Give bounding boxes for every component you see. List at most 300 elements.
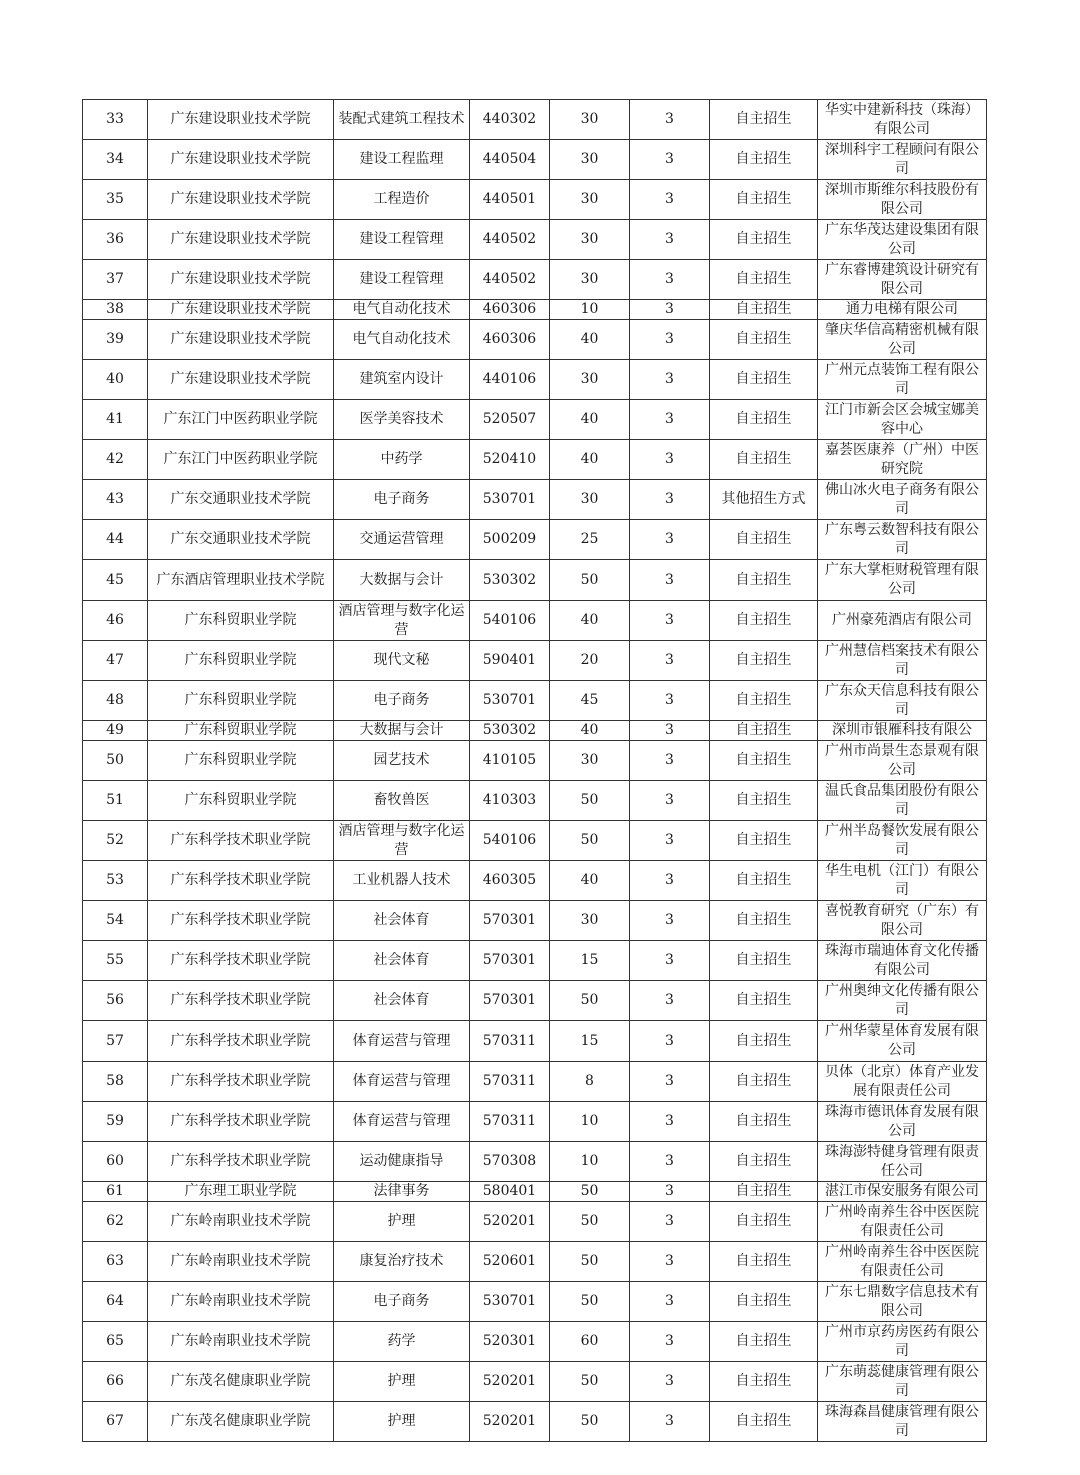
major-name-cell: 装配式建筑工程技术 xyxy=(334,100,470,140)
major-name-cell: 大数据与会计 xyxy=(334,721,470,741)
school-name-cell: 广东岭南职业技术学院 xyxy=(148,1322,334,1362)
enrollment-method-cell: 自主招生 xyxy=(710,941,818,981)
major-code-cell: 590401 xyxy=(470,641,550,681)
row-number-cell: 51 xyxy=(83,781,148,821)
table-row xyxy=(83,901,987,941)
duration-cell: 3 xyxy=(630,641,710,681)
school-name-cell: 广东交通职业技术学院 xyxy=(148,480,334,520)
duration-cell: 3 xyxy=(630,1102,710,1142)
major-code-cell: 520507 xyxy=(470,400,550,440)
enrollment-method-cell: 自主招生 xyxy=(710,741,818,781)
major-code-cell: 540106 xyxy=(470,601,550,641)
enrollment-method-cell: 自主招生 xyxy=(710,320,818,360)
duration-cell: 3 xyxy=(630,861,710,901)
major-name-cell: 现代文秘 xyxy=(334,641,470,681)
major-code-cell: 540106 xyxy=(470,821,550,861)
school-name-cell: 广东江门中医药职业学院 xyxy=(148,400,334,440)
major-name-cell: 畜牧兽医 xyxy=(334,781,470,821)
major-code-cell: 520201 xyxy=(470,1202,550,1242)
school-name-cell: 广东岭南职业技术学院 xyxy=(148,1242,334,1282)
partner-company-cell: 珠海市德讯体育发展有限公司 xyxy=(818,1102,987,1142)
enrollment-method-cell: 其他招生方式 xyxy=(710,480,818,520)
school-name-cell: 广东建设职业技术学院 xyxy=(148,300,334,320)
school-name-cell: 广东科学技术职业学院 xyxy=(148,901,334,941)
major-code-cell: 530302 xyxy=(470,721,550,741)
school-name-cell: 广东科贸职业学院 xyxy=(148,741,334,781)
enrollment-method-cell: 自主招生 xyxy=(710,180,818,220)
enrollment-table xyxy=(82,99,987,1442)
table-row xyxy=(83,741,987,781)
major-name-cell: 建设工程管理 xyxy=(334,260,470,300)
duration-cell: 3 xyxy=(630,1362,710,1402)
major-name-cell: 医学美容技术 xyxy=(334,400,470,440)
enrollment-method-cell: 自主招生 xyxy=(710,100,818,140)
enrollment-method-cell: 自主招生 xyxy=(710,440,818,480)
major-code-cell: 570311 xyxy=(470,1102,550,1142)
major-name-cell: 电子商务 xyxy=(334,681,470,721)
enrollment-count-cell: 40 xyxy=(550,400,630,440)
school-name-cell: 广东科贸职业学院 xyxy=(148,641,334,681)
table-row xyxy=(83,1202,987,1242)
row-number-cell: 49 xyxy=(83,721,148,741)
table-row xyxy=(83,560,987,601)
row-number-cell: 54 xyxy=(83,901,148,941)
duration-cell: 3 xyxy=(630,1142,710,1182)
duration-cell: 3 xyxy=(630,560,710,601)
table-row xyxy=(83,821,987,861)
enrollment-method-cell: 自主招生 xyxy=(710,1402,818,1442)
school-name-cell: 广东建设职业技术学院 xyxy=(148,100,334,140)
enrollment-count-cell: 40 xyxy=(550,440,630,480)
school-name-cell: 广东交通职业技术学院 xyxy=(148,520,334,560)
partner-company-cell: 广东粤云数智科技有限公司 xyxy=(818,520,987,560)
row-number-cell: 47 xyxy=(83,641,148,681)
partner-company-cell: 广州市京药房医药有限公司 xyxy=(818,1322,987,1362)
school-name-cell: 广东岭南职业技术学院 xyxy=(148,1282,334,1322)
school-name-cell: 广东茂名健康职业学院 xyxy=(148,1362,334,1402)
table-row xyxy=(83,400,987,440)
duration-cell: 3 xyxy=(630,360,710,400)
school-name-cell: 广东理工职业学院 xyxy=(148,1182,334,1202)
enrollment-method-cell: 自主招生 xyxy=(710,861,818,901)
enrollment-count-cell: 15 xyxy=(550,1021,630,1062)
enrollment-count-cell: 10 xyxy=(550,1142,630,1182)
table-row xyxy=(83,220,987,260)
table-row xyxy=(83,641,987,681)
enrollment-count-cell: 50 xyxy=(550,1402,630,1442)
duration-cell: 3 xyxy=(630,941,710,981)
enrollment-method-cell: 自主招生 xyxy=(710,821,818,861)
partner-company-cell: 嘉荟医康养（广州）中医研究院 xyxy=(818,440,987,480)
enrollment-method-cell: 自主招生 xyxy=(710,1362,818,1402)
major-name-cell: 电气自动化技术 xyxy=(334,300,470,320)
school-name-cell: 广东建设职业技术学院 xyxy=(148,320,334,360)
enrollment-method-cell: 自主招生 xyxy=(710,1282,818,1322)
duration-cell: 3 xyxy=(630,781,710,821)
table-row xyxy=(83,1242,987,1282)
duration-cell: 3 xyxy=(630,741,710,781)
partner-company-cell: 湛江市保安服务有限公司 xyxy=(818,1182,987,1202)
major-code-cell: 570311 xyxy=(470,1021,550,1062)
school-name-cell: 广东建设职业技术学院 xyxy=(148,140,334,180)
row-number-cell: 33 xyxy=(83,100,148,140)
school-name-cell: 广东科贸职业学院 xyxy=(148,721,334,741)
duration-cell: 3 xyxy=(630,1202,710,1242)
partner-company-cell: 广东众天信息科技有限公司 xyxy=(818,681,987,721)
enrollment-count-cell: 30 xyxy=(550,260,630,300)
row-number-cell: 45 xyxy=(83,560,148,601)
enrollment-count-cell: 40 xyxy=(550,601,630,641)
major-name-cell: 康复治疗技术 xyxy=(334,1242,470,1282)
table-row xyxy=(83,300,987,320)
row-number-cell: 44 xyxy=(83,520,148,560)
major-name-cell: 电子商务 xyxy=(334,1282,470,1322)
row-number-cell: 55 xyxy=(83,941,148,981)
major-name-cell: 电气自动化技术 xyxy=(334,320,470,360)
enrollment-count-cell: 30 xyxy=(550,741,630,781)
duration-cell: 3 xyxy=(630,260,710,300)
partner-company-cell: 广州豪苑酒店有限公司 xyxy=(818,601,987,641)
row-number-cell: 60 xyxy=(83,1142,148,1182)
table-row xyxy=(83,100,987,140)
row-number-cell: 43 xyxy=(83,480,148,520)
table-row xyxy=(83,861,987,901)
major-name-cell: 社会体育 xyxy=(334,901,470,941)
enrollment-count-cell: 30 xyxy=(550,140,630,180)
partner-company-cell: 广州华蒙星体育发展有限公司 xyxy=(818,1021,987,1062)
row-number-cell: 39 xyxy=(83,320,148,360)
major-name-cell: 社会体育 xyxy=(334,941,470,981)
table-row xyxy=(83,1282,987,1322)
major-code-cell: 440302 xyxy=(470,100,550,140)
major-name-cell: 园艺技术 xyxy=(334,741,470,781)
table-row xyxy=(83,360,987,400)
partner-company-cell: 深圳市银雁科技有限公 xyxy=(818,721,987,741)
enrollment-method-cell: 自主招生 xyxy=(710,1102,818,1142)
school-name-cell: 广东科学技术职业学院 xyxy=(148,1021,334,1062)
partner-company-cell: 广东七鼎数字信息技术有限公司 xyxy=(818,1282,987,1322)
enrollment-count-cell: 30 xyxy=(550,360,630,400)
school-name-cell: 广东科贸职业学院 xyxy=(148,601,334,641)
enrollment-count-cell: 40 xyxy=(550,320,630,360)
duration-cell: 3 xyxy=(630,1282,710,1322)
table-row xyxy=(83,520,987,560)
partner-company-cell: 广州市尚景生态景观有限公司 xyxy=(818,741,987,781)
enrollment-method-cell: 自主招生 xyxy=(710,1021,818,1062)
partner-company-cell: 珠海森昌健康管理有限公司 xyxy=(818,1402,987,1442)
enrollment-count-cell: 50 xyxy=(550,1202,630,1242)
duration-cell: 3 xyxy=(630,320,710,360)
enrollment-method-cell: 自主招生 xyxy=(710,260,818,300)
table-row xyxy=(83,140,987,180)
duration-cell: 3 xyxy=(630,1242,710,1282)
school-name-cell: 广东科学技术职业学院 xyxy=(148,981,334,1021)
major-code-cell: 440504 xyxy=(470,140,550,180)
partner-company-cell: 广东大掌柜财税管理有限公司 xyxy=(818,560,987,601)
school-name-cell: 广东科学技术职业学院 xyxy=(148,821,334,861)
enrollment-count-cell: 25 xyxy=(550,520,630,560)
major-code-cell: 440502 xyxy=(470,220,550,260)
table-row xyxy=(83,981,987,1021)
major-code-cell: 570301 xyxy=(470,901,550,941)
major-code-cell: 520201 xyxy=(470,1402,550,1442)
row-number-cell: 50 xyxy=(83,741,148,781)
enrollment-count-cell: 8 xyxy=(550,1062,630,1102)
major-code-cell: 570301 xyxy=(470,981,550,1021)
enrollment-count-cell: 50 xyxy=(550,1282,630,1322)
school-name-cell: 广东酒店管理职业技术学院 xyxy=(148,560,334,601)
row-number-cell: 34 xyxy=(83,140,148,180)
major-code-cell: 530701 xyxy=(470,1282,550,1322)
table-row xyxy=(83,1182,987,1202)
enrollment-method-cell: 自主招生 xyxy=(710,641,818,681)
school-name-cell: 广东科贸职业学院 xyxy=(148,681,334,721)
duration-cell: 3 xyxy=(630,180,710,220)
major-code-cell: 460306 xyxy=(470,300,550,320)
enrollment-count-cell: 20 xyxy=(550,641,630,681)
table-row xyxy=(83,721,987,741)
enrollment-method-cell: 自主招生 xyxy=(710,560,818,601)
row-number-cell: 53 xyxy=(83,861,148,901)
duration-cell: 3 xyxy=(630,1322,710,1362)
enrollment-method-cell: 自主招生 xyxy=(710,400,818,440)
partner-company-cell: 华生电机（江门）有限公司 xyxy=(818,861,987,901)
major-name-cell: 建设工程管理 xyxy=(334,220,470,260)
enrollment-method-cell: 自主招生 xyxy=(710,360,818,400)
major-code-cell: 440502 xyxy=(470,260,550,300)
major-code-cell: 410303 xyxy=(470,781,550,821)
duration-cell: 3 xyxy=(630,601,710,641)
partner-company-cell: 通力电梯有限公司 xyxy=(818,300,987,320)
major-code-cell: 410105 xyxy=(470,741,550,781)
partner-company-cell: 华实中建新科技（珠海）有限公司 xyxy=(818,100,987,140)
enrollment-method-cell: 自主招生 xyxy=(710,1142,818,1182)
major-code-cell: 530302 xyxy=(470,560,550,601)
school-name-cell: 广东科学技术职业学院 xyxy=(148,1142,334,1182)
enrollment-count-cell: 30 xyxy=(550,480,630,520)
enrollment-count-cell: 30 xyxy=(550,901,630,941)
duration-cell: 3 xyxy=(630,100,710,140)
table-row xyxy=(83,1021,987,1062)
major-code-cell: 570311 xyxy=(470,1062,550,1102)
school-name-cell: 广东茂名健康职业学院 xyxy=(148,1402,334,1442)
table-row xyxy=(83,440,987,480)
row-number-cell: 62 xyxy=(83,1202,148,1242)
table-row xyxy=(83,1362,987,1402)
major-code-cell: 530701 xyxy=(470,480,550,520)
major-name-cell: 建筑室内设计 xyxy=(334,360,470,400)
row-number-cell: 40 xyxy=(83,360,148,400)
partner-company-cell: 珠海澎特健身管理有限责任公司 xyxy=(818,1142,987,1182)
enrollment-count-cell: 30 xyxy=(550,180,630,220)
row-number-cell: 46 xyxy=(83,601,148,641)
partner-company-cell: 珠海市瑞迪体育文化传播有限公司 xyxy=(818,941,987,981)
enrollment-method-cell: 自主招生 xyxy=(710,520,818,560)
major-code-cell: 500209 xyxy=(470,520,550,560)
enrollment-count-cell: 60 xyxy=(550,1322,630,1362)
enrollment-count-cell: 50 xyxy=(550,1242,630,1282)
major-name-cell: 酒店管理与数字化运营 xyxy=(334,601,470,641)
major-name-cell: 护理 xyxy=(334,1362,470,1402)
enrollment-method-cell: 自主招生 xyxy=(710,981,818,1021)
enrollment-method-cell: 自主招生 xyxy=(710,1202,818,1242)
major-code-cell: 440106 xyxy=(470,360,550,400)
enrollment-method-cell: 自主招生 xyxy=(710,1062,818,1102)
major-name-cell: 大数据与会计 xyxy=(334,560,470,601)
major-code-cell: 520601 xyxy=(470,1242,550,1282)
major-code-cell: 520410 xyxy=(470,440,550,480)
major-code-cell: 460306 xyxy=(470,320,550,360)
partner-company-cell: 江门市新会区会城宝娜美容中心 xyxy=(818,400,987,440)
duration-cell: 3 xyxy=(630,821,710,861)
major-name-cell: 体育运营与管理 xyxy=(334,1062,470,1102)
enrollment-count-cell: 10 xyxy=(550,1102,630,1142)
major-name-cell: 电子商务 xyxy=(334,480,470,520)
row-number-cell: 58 xyxy=(83,1062,148,1102)
row-number-cell: 66 xyxy=(83,1362,148,1402)
table-row xyxy=(83,941,987,981)
duration-cell: 3 xyxy=(630,901,710,941)
major-name-cell: 护理 xyxy=(334,1202,470,1242)
partner-company-cell: 肇庆华信高精密机械有限公司 xyxy=(818,320,987,360)
enrollment-count-cell: 50 xyxy=(550,821,630,861)
partner-company-cell: 佛山冰火电子商务有限公司 xyxy=(818,480,987,520)
table-row xyxy=(83,681,987,721)
duration-cell: 3 xyxy=(630,1402,710,1442)
row-number-cell: 57 xyxy=(83,1021,148,1062)
school-name-cell: 广东科学技术职业学院 xyxy=(148,1062,334,1102)
major-name-cell: 护理 xyxy=(334,1402,470,1442)
enrollment-count-cell: 50 xyxy=(550,1182,630,1202)
table-row xyxy=(83,601,987,641)
major-name-cell: 体育运营与管理 xyxy=(334,1102,470,1142)
table-row xyxy=(83,1142,987,1182)
major-code-cell: 580401 xyxy=(470,1182,550,1202)
major-name-cell: 运动健康指导 xyxy=(334,1142,470,1182)
table-row xyxy=(83,480,987,520)
major-name-cell: 中药学 xyxy=(334,440,470,480)
table-row xyxy=(83,180,987,220)
table-row xyxy=(83,1062,987,1102)
row-number-cell: 63 xyxy=(83,1242,148,1282)
duration-cell: 3 xyxy=(630,721,710,741)
enrollment-method-cell: 自主招生 xyxy=(710,781,818,821)
partner-company-cell: 深圳市斯维尔科技股份有限公司 xyxy=(818,180,987,220)
row-number-cell: 59 xyxy=(83,1102,148,1142)
enrollment-count-cell: 40 xyxy=(550,721,630,741)
partner-company-cell: 温氏食品集团股份有限公司 xyxy=(818,781,987,821)
duration-cell: 3 xyxy=(630,981,710,1021)
major-name-cell: 工程造价 xyxy=(334,180,470,220)
enrollment-method-cell: 自主招生 xyxy=(710,901,818,941)
enrollment-method-cell: 自主招生 xyxy=(710,220,818,260)
duration-cell: 3 xyxy=(630,1182,710,1202)
duration-cell: 3 xyxy=(630,1021,710,1062)
major-name-cell: 工业机器人技术 xyxy=(334,861,470,901)
enrollment-method-cell: 自主招生 xyxy=(710,1322,818,1362)
duration-cell: 3 xyxy=(630,220,710,260)
major-code-cell: 520301 xyxy=(470,1322,550,1362)
major-name-cell: 建设工程监理 xyxy=(334,140,470,180)
enrollment-method-cell: 自主招生 xyxy=(710,681,818,721)
enrollment-count-cell: 50 xyxy=(550,1362,630,1402)
partner-company-cell: 广州半岛餐饮发展有限公司 xyxy=(818,821,987,861)
row-number-cell: 36 xyxy=(83,220,148,260)
row-number-cell: 52 xyxy=(83,821,148,861)
enrollment-method-cell: 自主招生 xyxy=(710,1242,818,1282)
row-number-cell: 64 xyxy=(83,1282,148,1322)
row-number-cell: 61 xyxy=(83,1182,148,1202)
school-name-cell: 广东建设职业技术学院 xyxy=(148,180,334,220)
school-name-cell: 广东科贸职业学院 xyxy=(148,781,334,821)
row-number-cell: 35 xyxy=(83,180,148,220)
major-name-cell: 交通运营管理 xyxy=(334,520,470,560)
major-code-cell: 530701 xyxy=(470,681,550,721)
enrollment-count-cell: 40 xyxy=(550,861,630,901)
partner-company-cell: 广州元点装饰工程有限公司 xyxy=(818,360,987,400)
partner-company-cell: 深圳科宇工程顾问有限公司 xyxy=(818,140,987,180)
major-name-cell: 酒店管理与数字化运营 xyxy=(334,821,470,861)
enrollment-method-cell: 自主招生 xyxy=(710,721,818,741)
row-number-cell: 48 xyxy=(83,681,148,721)
partner-company-cell: 广州慧信档案技术有限公司 xyxy=(818,641,987,681)
major-code-cell: 460305 xyxy=(470,861,550,901)
major-code-cell: 570308 xyxy=(470,1142,550,1182)
school-name-cell: 广东科学技术职业学院 xyxy=(148,1102,334,1142)
enrollment-method-cell: 自主招生 xyxy=(710,140,818,180)
partner-company-cell: 喜悦教育研究（广东）有限公司 xyxy=(818,901,987,941)
table-row xyxy=(83,1102,987,1142)
row-number-cell: 67 xyxy=(83,1402,148,1442)
duration-cell: 3 xyxy=(630,140,710,180)
enrollment-count-cell: 50 xyxy=(550,560,630,601)
school-name-cell: 广东建设职业技术学院 xyxy=(148,260,334,300)
enrollment-count-cell: 10 xyxy=(550,300,630,320)
enrollment-method-cell: 自主招生 xyxy=(710,601,818,641)
row-number-cell: 37 xyxy=(83,260,148,300)
school-name-cell: 广东科学技术职业学院 xyxy=(148,941,334,981)
school-name-cell: 广东江门中医药职业学院 xyxy=(148,440,334,480)
row-number-cell: 41 xyxy=(83,400,148,440)
row-number-cell: 38 xyxy=(83,300,148,320)
school-name-cell: 广东建设职业技术学院 xyxy=(148,220,334,260)
duration-cell: 3 xyxy=(630,440,710,480)
partner-company-cell: 广州岭南养生谷中医医院有限责任公司 xyxy=(818,1242,987,1282)
duration-cell: 3 xyxy=(630,300,710,320)
duration-cell: 3 xyxy=(630,520,710,560)
enrollment-count-cell: 15 xyxy=(550,941,630,981)
school-name-cell: 广东岭南职业技术学院 xyxy=(148,1202,334,1242)
row-number-cell: 65 xyxy=(83,1322,148,1362)
school-name-cell: 广东建设职业技术学院 xyxy=(148,360,334,400)
enrollment-method-cell: 自主招生 xyxy=(710,1182,818,1202)
enrollment-count-cell: 50 xyxy=(550,981,630,1021)
duration-cell: 3 xyxy=(630,681,710,721)
duration-cell: 3 xyxy=(630,480,710,520)
major-name-cell: 体育运营与管理 xyxy=(334,1021,470,1062)
partner-company-cell: 贝体（北京）体育产业发展有限责任公司 xyxy=(818,1062,987,1102)
duration-cell: 3 xyxy=(630,1062,710,1102)
row-number-cell: 56 xyxy=(83,981,148,1021)
enrollment-count-cell: 45 xyxy=(550,681,630,721)
table-row xyxy=(83,1322,987,1362)
table-row xyxy=(83,1402,987,1442)
enrollment-method-cell: 自主招生 xyxy=(710,300,818,320)
partner-company-cell: 广州奥绅文化传播有限公司 xyxy=(818,981,987,1021)
row-number-cell: 42 xyxy=(83,440,148,480)
major-name-cell: 药学 xyxy=(334,1322,470,1362)
partner-company-cell: 广东华茂达建设集团有限公司 xyxy=(818,220,987,260)
